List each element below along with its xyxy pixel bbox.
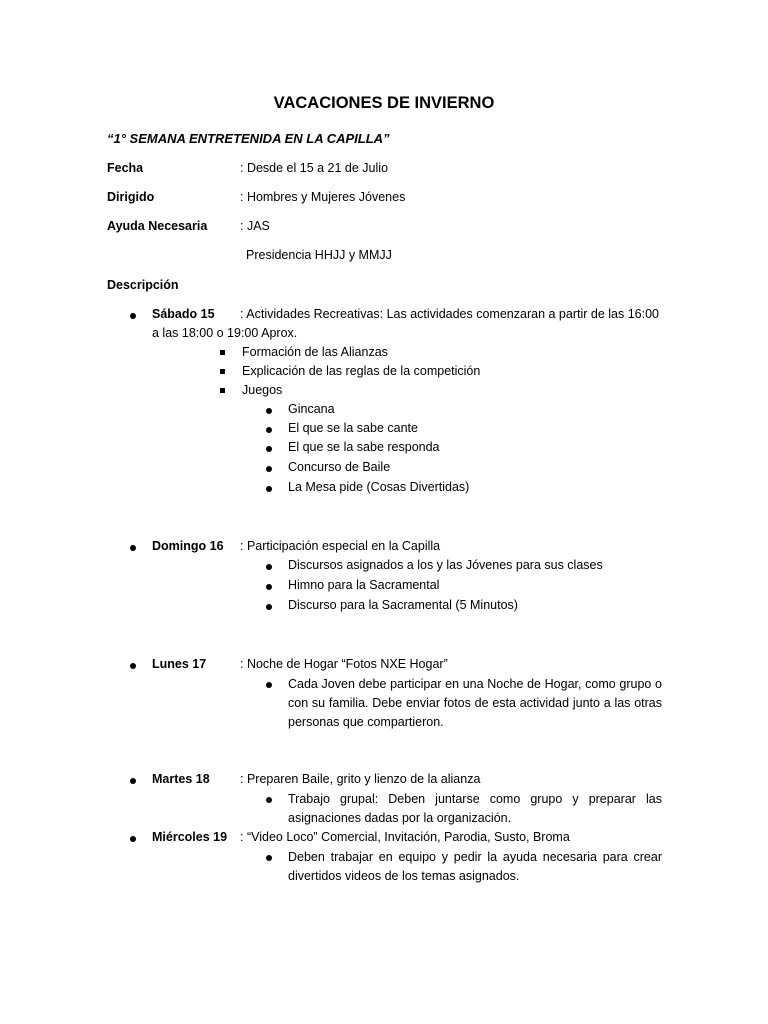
sub-bullet-icon bbox=[266, 584, 272, 590]
field-label-fecha: Fecha bbox=[107, 161, 144, 175]
day-label-miercoles: Miércoles 19 bbox=[152, 830, 228, 844]
sub-bullet-icon bbox=[266, 466, 272, 472]
square-bullet-icon bbox=[220, 388, 225, 393]
sub-bullet-icon bbox=[266, 408, 272, 414]
list-item: Concurso de Baile bbox=[288, 460, 391, 474]
day-bullet-icon bbox=[130, 836, 136, 842]
list-item: Juegos bbox=[242, 383, 283, 397]
list-item: Deben trabajar en equipo y pedir la ayuda necesaria para crear divertidos videos de los temas asignados. bbox=[288, 850, 662, 883]
day-text-sabado-cont: a las 18:00 o 19:00 Aprox. bbox=[152, 326, 298, 340]
list-item: Formación de las Alianzas bbox=[242, 345, 388, 359]
field-value-ayuda: : JAS bbox=[240, 219, 270, 233]
day-text-lunes: : Noche de Hogar “Fotos NXE Hogar” bbox=[240, 657, 448, 671]
day-label-sabado: Sábado 15 bbox=[152, 307, 215, 321]
field-label-ayuda: Ayuda Necesaria bbox=[107, 219, 208, 233]
field-value-dirigido: : Hombres y Mujeres Jóvenes bbox=[240, 190, 406, 204]
sub-bullet-icon bbox=[266, 486, 272, 492]
list-item: El que se la sabe cante bbox=[288, 421, 418, 435]
square-bullet-icon bbox=[220, 350, 225, 355]
day-label-martes: Martes 18 bbox=[152, 772, 210, 786]
extra-help-text: Presidencia HHJJ y MMJJ bbox=[246, 248, 392, 262]
document-subtitle: “1° SEMANA ENTRETENIDA EN LA CAPILLA” bbox=[107, 131, 390, 146]
day-text-domingo: : Participación especial en la Capilla bbox=[240, 539, 441, 553]
day-label-domingo: Domingo 16 bbox=[152, 539, 224, 553]
day-bullet-icon bbox=[130, 545, 136, 551]
day-bullet-icon bbox=[130, 313, 136, 319]
list-item: Discurso para la Sacramental (5 Minutos) bbox=[288, 598, 518, 612]
day-label-lunes: Lunes 17 bbox=[152, 657, 207, 671]
list-item: Discursos asignados a los y las Jóvenes para sus clases bbox=[288, 558, 603, 572]
day-text-martes: : Preparen Baile, grito y lienzo de la alianza bbox=[240, 772, 481, 786]
sub-bullet-icon bbox=[266, 682, 272, 688]
list-item: Trabajo grupal: Deben juntarse como grupo y preparar las asignaciones dadas por la organización. bbox=[288, 792, 662, 825]
document-title: VACACIONES DE INVIERNO bbox=[273, 94, 495, 112]
sub-bullet-icon bbox=[266, 855, 272, 861]
field-label-dirigido: Dirigido bbox=[107, 190, 155, 204]
sub-bullet-icon bbox=[266, 427, 272, 433]
sub-bullet-icon bbox=[266, 446, 272, 452]
field-value-fecha: : Desde el 15 a 21 de Julio bbox=[240, 161, 389, 175]
day-bullet-icon bbox=[130, 663, 136, 669]
square-bullet-icon bbox=[220, 369, 225, 374]
description-label: Descripción bbox=[107, 278, 179, 292]
list-item: Himno para la Sacramental bbox=[288, 578, 440, 592]
day-text-miercoles: : “Video Loco” Comercial, Invitación, Parodia, Susto, Broma bbox=[240, 830, 570, 844]
sub-bullet-icon bbox=[266, 564, 272, 570]
sub-bullet-icon bbox=[266, 797, 272, 803]
day-bullet-icon bbox=[130, 778, 136, 784]
sub-bullet-icon bbox=[266, 604, 272, 610]
list-item: El que se la sabe responda bbox=[288, 440, 440, 454]
list-item: Explicación de las reglas de la competición bbox=[242, 364, 481, 378]
list-item: La Mesa pide (Cosas Divertidas) bbox=[288, 480, 470, 494]
list-item: Gincana bbox=[288, 402, 335, 416]
day-text-sabado: : Actividades Recreativas: Las actividades comenzaran a partir de las 16:00 bbox=[240, 307, 659, 321]
list-item: Cada Joven debe participar en una Noche de Hogar, como grupo o con su familia. Debe enviar fotos de esta actividad junto a las otras personas que compartieron. bbox=[288, 677, 662, 729]
